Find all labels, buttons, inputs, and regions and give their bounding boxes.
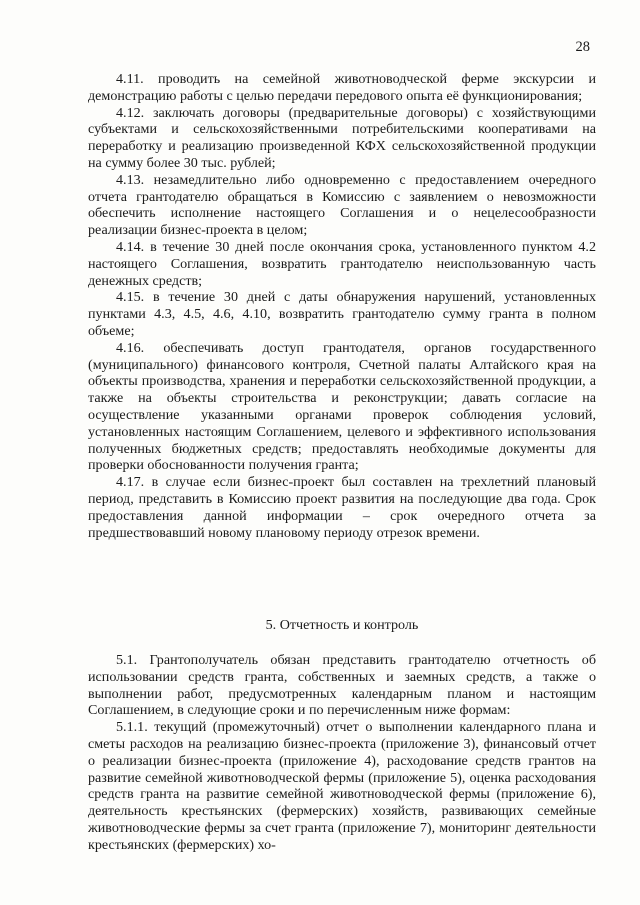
clause-4-13: 4.13. незамедлительно либо одновременно с предоставлением очередного отчета грантодателю обращаться в Комиссию с заявлением о невозможности обеспечить исполнение настоящего Соглашения и о нецелесообразности реализации бизнес-проекта в целом;: [88, 171, 596, 239]
clause-5-1-1: 5.1.1. текущий (промежуточный) отчет о выполнении календарного плана и сметы расходов на реализацию бизнес-проекта (приложение 3), финансовый отчет о реализации бизнес-проекта (приложение 4), расходование средств грантов на развитие семейной животноводческой фермы (приложение 5), оценка расходования средств гранта на развитие семейной животноводческой фермы (приложение 6), деятельность крестьянских (фермерских) хозяйств, развивающих семейные животноводческие фермы за счет гранта (приложение 7), мониторинг деятельности крестьянских (фермерских) хо-: [88, 719, 596, 853]
clause-4-14: 4.14. в течение 30 дней после окончания срока, установленного пунктом 4.2 настоящего Соглашения, возвратить грантодателю неиспользованную часть денежных средств;: [88, 238, 596, 289]
clause-4-16: 4.16. обеспечивать доступ грантодателя, органов государственного (муниципального) финансового контроля, Счетной палаты Алтайского края на объекты производства, хранения и переработки сельскохозяйственной продукции, а также на объекты строительства и реконструкции; давать согласие на осуществление указанными органами проверок соблюдения условий, установленных настоящим Соглашением, целевого и эффективного использования полученных бюджетных средств; предоставлять необходимые документы для проверки обоснованности получения гранта;: [88, 339, 596, 474]
clause-4-15: 4.15. в течение 30 дней с даты обнаружения нарушений, установленных пунктами 4.3, 4.5, 4.6, 4.10, возвратить грантодателю сумму гранта в полном объеме;: [88, 289, 596, 339]
clause-4-list: [88, 71, 596, 541]
clause-4-12: 4.12. заключать договоры (предварительные договоры) с хозяйствующими субъектами и сельскохозяйственными потребительскими кооперативами на переработку и реализацию произведенной КФХ сельскохозяйственной продукции на сумму более 30 тыс. рублей;: [88, 104, 596, 171]
page-number: 28: [575, 39, 590, 55]
section-heading: 5. Отчетность и контроль: [265, 617, 419, 633]
clause-5-list: [88, 652, 596, 854]
clause-4-11: 4.11. проводить на семейной животноводческой ферме экскурсии и демонстрацию работы с целью передачи передового опыта её функционирования;: [88, 71, 596, 104]
clause-4-17: 4.17. в случае если бизнес-проект был составлен на трехлетний плановый период, представить в Комиссию проект развития на последующие два года. Срок предоставления данной информации – срок очередного отчета за предшествовавший новому плановому периоду отрезок времени.: [88, 474, 596, 541]
clause-5-1: 5.1. Грантополучатель обязан представить грантодателю отчетность об использовании средств гранта, собственных и заемных средств, а также о выполнении работ, предусмотренных календарным планом и настоящим Соглашением, в следующие сроки и по перечисленным ниже формам:: [88, 652, 596, 719]
